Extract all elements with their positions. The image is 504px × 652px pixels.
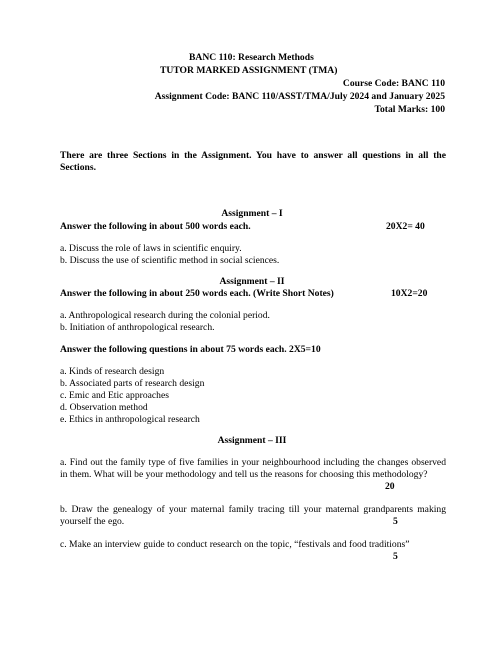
section-2-sub-item-c: c. Emic and Etic approaches [60, 390, 169, 401]
section-1-title: Assignment – I [221, 208, 283, 219]
section-2-sub-item-e: e. Ethics in anthropological research [60, 414, 200, 425]
section-3-question-b [60, 504, 446, 528]
section-2-instruction: Answer the following in about 250 words each. (Write Short Notes) [60, 288, 334, 299]
tma-heading: TUTOR MARKED ASSIGNMENT (TMA) [160, 65, 338, 76]
section-2-item-b: b. Initiation of anthropological research. [60, 322, 215, 333]
section-2-sub-item-d: d. Observation method [60, 402, 148, 413]
assignment-code: Assignment Code: BANC 110/ASST/TMA/July 2024 and January 2025 [154, 91, 445, 102]
question-c-marks: 5 [393, 551, 398, 562]
section-2-sub-item-a: a. Kinds of research design [60, 366, 165, 377]
total-marks: Total Marks: 100 [374, 104, 445, 115]
section-2-sub-item-b: b. Associated parts of research design [60, 378, 205, 389]
section-1-marks: 20X2= 40 [386, 221, 425, 232]
question-a-text: a. Find out the family type of five families in your neighbourhood including the changes observed in them. What will be your methodology and tell us the reasons for choosing this methodology? [60, 457, 446, 480]
section-1-instruction: Answer the following in about 500 words each. [60, 221, 251, 232]
question-a-marks: 20 [385, 481, 395, 492]
question-b-marks: 5 [393, 516, 398, 527]
section-3-question-c: c. Make an interview guide to conduct research on the topic, “festivals and food traditions” [60, 539, 410, 550]
course-title: BANC 110: Research Methods [189, 52, 314, 63]
course-code: Course Code: BANC 110 [342, 78, 445, 89]
section-2-marks: 10X2=20 [391, 288, 428, 299]
section-1-item-a: a. Discuss the role of laws in scientific enquiry. [60, 243, 242, 254]
general-instructions: There are three Sections in the Assignment. You have to answer all questions in all the Sections. [60, 150, 446, 173]
section-2-item-a: a. Anthropological research during the colonial period. [60, 310, 270, 321]
section-2-sub-instruction: Answer the following questions in about 75 words each. 2X5=10 [60, 344, 321, 355]
question-b-text: b. Draw the genealogy of your maternal family tracing till your maternal grandparents making yourself the ego. [60, 504, 446, 527]
section-1-item-b: b. Discuss the use of scientific method in social sciences. [60, 255, 280, 266]
section-3-question-a [60, 457, 446, 481]
section-3-title: Assignment – III [217, 435, 287, 446]
section-2-title: Assignment – II [219, 276, 285, 287]
